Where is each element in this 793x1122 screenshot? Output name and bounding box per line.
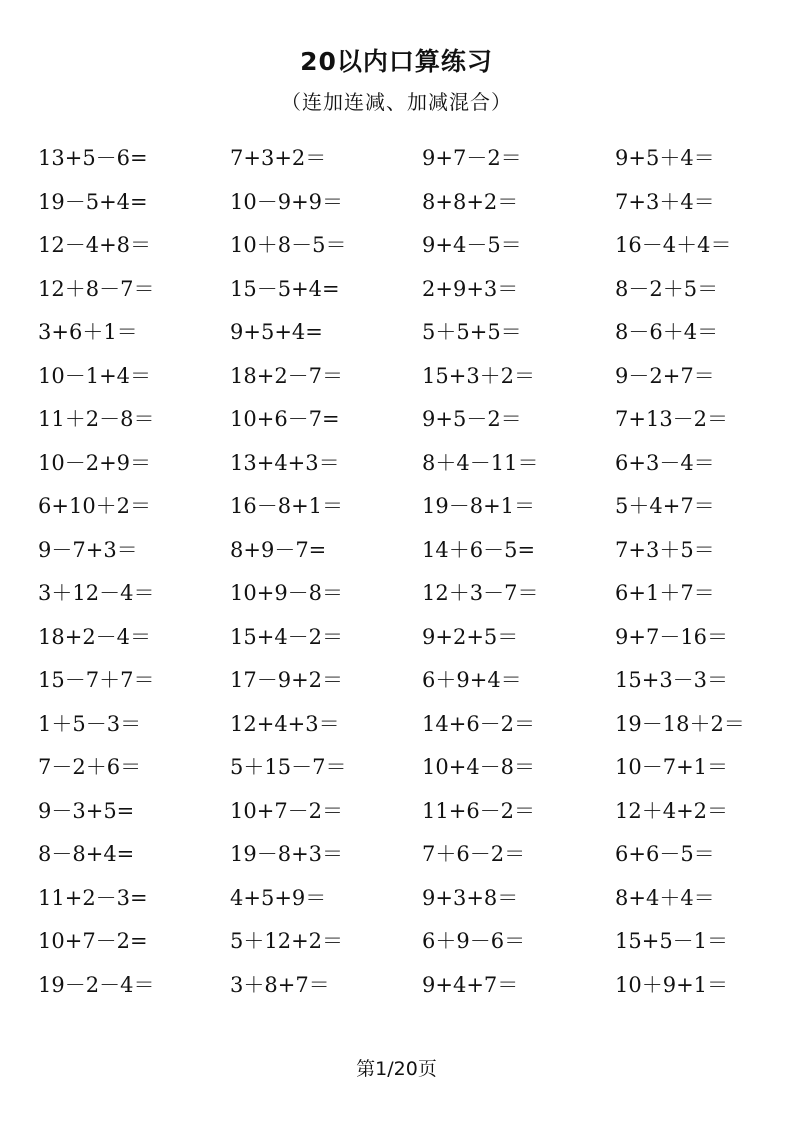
arithmetic-problem: 10+7－2＝ [230,798,344,823]
arithmetic-problem: 16－8+1＝ [230,494,344,518]
arithmetic-problem: 5＋15－7＝ [230,755,347,779]
arithmetic-problem: 15+3＋2＝ [422,363,536,388]
arithmetic-problem: 10＋9+1＝ [615,972,729,997]
arithmetic-problem: 9+4+7＝ [422,972,519,997]
arithmetic-problem: 8+4＋4＝ [615,885,715,910]
arithmetic-problem: 10+9－8＝ [230,581,344,605]
arithmetic-problem: 11+2－3= [38,885,148,910]
arithmetic-problem: 6+10＋2＝ [38,494,152,518]
arithmetic-problem: 9+5－2＝ [422,407,522,431]
arithmetic-problem: 8+8+2＝ [422,189,519,214]
arithmetic-problem: 19－8+3＝ [230,842,344,866]
arithmetic-problem: 15+4－2＝ [230,624,344,649]
arithmetic-problem: 14+6－2＝ [422,711,536,736]
arithmetic-problem: 12＋3－7＝ [422,581,539,605]
arithmetic-problem: 3＋12－4＝ [38,581,155,605]
arithmetic-problem: 19－18＋2＝ [615,711,745,736]
problem-grid [38,137,778,1007]
arithmetic-problem: 9+5＋4＝ [615,146,715,170]
arithmetic-problem: 14＋6－5= [422,537,536,562]
arithmetic-problem: 10－9+9＝ [230,189,344,214]
arithmetic-problem: 5＋4+7＝ [615,494,715,518]
arithmetic-problem: 15+5－1＝ [615,929,729,953]
arithmetic-problem: 9－2+7＝ [615,363,715,388]
arithmetic-problem: 10－2+9＝ [38,450,152,475]
arithmetic-problem: 8－6＋4＝ [615,320,719,344]
arithmetic-problem: 10－1+4＝ [38,363,152,388]
arithmetic-problem: 9－7+3＝ [38,537,138,562]
arithmetic-problem: 6＋9+4＝ [422,668,522,692]
arithmetic-problem: 12＋4+2＝ [615,798,729,823]
arithmetic-problem: 19－2－4＝ [38,972,155,997]
arithmetic-problem: 9+7－16＝ [615,624,729,649]
arithmetic-problem: 4+5+9＝ [230,885,327,910]
arithmetic-problem: 11＋2－8＝ [38,407,155,431]
page-number: 第1/20页 [356,1058,437,1080]
arithmetic-problem: 10－7+1＝ [615,755,729,779]
arithmetic-problem: 6+6－5＝ [615,842,715,866]
arithmetic-problem: 13+5－6= [38,146,148,170]
arithmetic-problem: 19－5+4= [38,189,148,214]
arithmetic-problem: 7＋6－2＝ [422,842,526,866]
arithmetic-problem: 1＋5－3＝ [38,711,142,736]
arithmetic-problem: 6＋9－6＝ [422,929,526,953]
page-subtitle: （连加连减、加减混合） [281,90,512,114]
arithmetic-problem: 16－4＋4＝ [615,233,732,257]
arithmetic-problem: 17－9+2＝ [230,668,344,692]
arithmetic-problem: 13+4+3＝ [230,450,340,475]
arithmetic-problem: 6+1＋7＝ [615,581,715,605]
arithmetic-problem: 15+3－3＝ [615,668,729,692]
arithmetic-problem: 11+6－2＝ [422,798,536,823]
arithmetic-problem: 9+4－5＝ [422,233,522,257]
arithmetic-problem: 7+3＋4＝ [615,189,715,214]
arithmetic-problem: 9+5+4= [230,320,323,344]
arithmetic-problem: 10+4－8＝ [422,755,536,779]
arithmetic-problem: 9+2+5＝ [422,624,519,649]
arithmetic-problem: 18+2－4＝ [38,624,152,649]
arithmetic-problem: 3+6＋1＝ [38,320,138,344]
arithmetic-problem: 10+7－2= [38,929,148,953]
arithmetic-problem: 15－5+4= [230,276,340,301]
arithmetic-problem: 7+3+2＝ [230,146,327,170]
arithmetic-problem: 5＋12+2＝ [230,929,344,953]
page-title: 20以内口算练习 [300,47,493,76]
arithmetic-problem: 9+3+8＝ [422,885,519,910]
arithmetic-problem: 7+13－2＝ [615,407,729,431]
arithmetic-problem: 6+3－4＝ [615,450,715,475]
arithmetic-problem: 15－7＋7＝ [38,668,155,692]
arithmetic-problem: 8－8+4= [38,842,135,866]
arithmetic-problem: 10+6－7= [230,407,340,431]
arithmetic-problem: 10＋8－5＝ [230,233,347,257]
arithmetic-problem: 8＋4－11＝ [422,450,539,475]
arithmetic-problem: 7+3＋5＝ [615,537,715,562]
arithmetic-problem: 12+4+3＝ [230,711,340,736]
arithmetic-problem: 3＋8+7＝ [230,972,330,997]
arithmetic-problem: 2+9+3＝ [422,276,519,301]
arithmetic-problem: 19－8+1＝ [422,494,536,518]
arithmetic-problem: 8+9－7= [230,537,327,562]
arithmetic-problem: 7－2＋6＝ [38,755,142,779]
arithmetic-problem: 9+7－2＝ [422,146,522,170]
arithmetic-problem: 8－2＋5＝ [615,276,719,301]
arithmetic-problem: 12－4+8＝ [38,233,152,257]
arithmetic-problem: 12＋8－7＝ [38,276,155,301]
arithmetic-problem: 18+2－7＝ [230,363,344,388]
arithmetic-problem: 9－3+5= [38,798,135,823]
arithmetic-problem: 5＋5+5＝ [422,320,522,344]
